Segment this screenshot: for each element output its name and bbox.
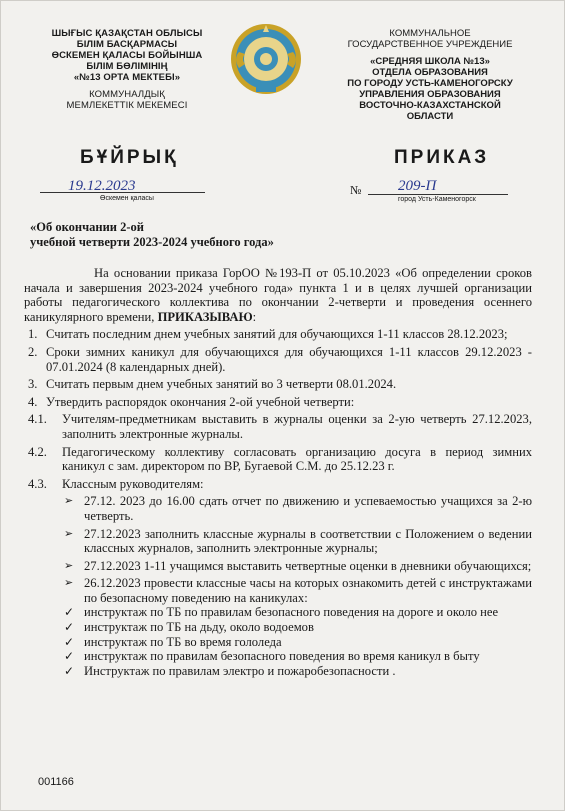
check-list-item: ✓ инструктаж по правилам безопасного поведения во время каникул в быту	[64, 649, 480, 664]
title-kz: БҰЙРЫҚ	[80, 147, 179, 168]
order-body	[24, 266, 532, 678]
order-date: 19.12.2023	[68, 178, 136, 194]
date-caption: Өскемен қаласы	[100, 195, 154, 202]
check-list-item: ✓ Инструктаж по правилам электро и пожаробезопасности .	[64, 663, 396, 678]
title-ru: ПРИКАЗ	[394, 147, 490, 168]
preamble-command: ПРИКАЗЫВАЮ	[157, 309, 253, 324]
check-bullet-icon: ✓	[64, 663, 75, 678]
check-list-item: ✓ инструктаж по ТБ на дьду, около водоемов	[64, 620, 314, 635]
header-left-line: ШЫҒЫС ҚАЗАҚСТАН ОБЛЫСЫ	[51, 28, 203, 39]
order-subject	[30, 220, 274, 250]
list-item: 1. Считать последним днем учебных занятий для обучающихся 1-11 классов 28.12.2023;	[28, 327, 508, 342]
list-item: 4. Утвердить распорядок окончания 2-ой учебной четверти:	[28, 394, 355, 409]
header-right-line: ПО ГОРОДУ УСТЬ-КАМЕНОГОРСКУ	[347, 78, 513, 89]
number-underline	[368, 194, 508, 195]
sub-list-item: 4.3. Классным руководителям:	[28, 476, 204, 491]
header-right-line: «СРЕДНЯЯ ШКОЛА №13»	[370, 56, 490, 67]
header-left-line: «№13 ОРТА МЕКТЕБІ»	[73, 72, 181, 83]
header-right-ru	[340, 28, 520, 122]
check-bullet-icon: ✓	[64, 649, 75, 664]
check-list-item: ✓ инструктаж по ТБ по правилам безопасного поведения на дороге и около нее	[64, 605, 499, 620]
arrow-bullet-icon: ➢	[64, 559, 74, 572]
header-left-kz	[42, 28, 212, 111]
arrow-bullet-icon: ➢	[64, 495, 74, 508]
header-right-line: УПРАВЛЕНИЯ ОБРАЗОВАНИЯ	[359, 89, 501, 100]
preamble: На основании приказа ГорОО №193-П от 05.10.2023 «Об определении сроков начала и завершения 2023-2024 учебного года» пункта 1 и в целях лучшей организации работы педагогического коллектива по окончании 2-четверти и проведения осеннего каникулярного времени, ПРИКАЗЫВАЮ:	[24, 266, 532, 324]
subject-line: «Об окончании 2-ой	[30, 220, 144, 234]
header-left-line: МЕМЛЕКЕТТІК МЕКЕМЕСІ	[66, 100, 188, 111]
number-caption: город Усть-Каменогорск	[398, 196, 476, 203]
header-left-line: БІЛІМ БӨЛІМІНІҢ	[86, 61, 168, 72]
date-underline	[40, 192, 205, 193]
header-right-line: КОММУНАЛЬНОЕ	[389, 28, 471, 39]
header-right-line: ВОСТОЧНО-КАЗАХСТАНСКОЙ ОБЛАСТИ	[359, 100, 501, 122]
header-right-line: ГОСУДАРСТВЕННОЕ УЧРЕЖДЕНИЕ	[347, 39, 513, 50]
header-left-line: КОММУНАЛДЫҚ	[89, 89, 165, 100]
arrow-list-item: ➢ 27.12.2023 заполнить классные журналы в соответствии с Положением о ведении классных журналов, заполнить электронные журналы;	[64, 526, 532, 556]
arrow-list-item: ➢ 27.12. 2023 до 16.00 сдать отчет по движению и успеваемостью учащихся за 2-ю четверть.	[64, 494, 532, 523]
header-left-line: ӨСКЕМЕН ҚАЛАСЫ БОЙЫНША	[51, 50, 203, 61]
preamble-text: На основании приказа ГорОО №193-П от 05.10.2023 «Об определении сроков начала и завершения 2023-2024 учебного года» пункта 1 и в целях лучшей организации работы педагогического коллектива по окончании 2-четверти и проведения осеннего каникулярного времени,	[24, 266, 532, 324]
order-number: 209-П	[398, 178, 437, 194]
number-label: №	[350, 183, 362, 197]
sub-list-item: 4.2. Педагогическому коллективу согласовать организацию досуга в период зимних каникул с зам. директором по ВР, Бугаевой С.М. до 25.12.23 г.	[28, 444, 532, 474]
subject-line: учебной четверти 2023-2024 учебного года»	[30, 235, 274, 249]
arrow-bullet-icon: ➢	[64, 527, 74, 540]
sub-list-item: 4.1. Учителям-предметникам выставить в журналы оценки за 2-ую четверть 27.12.2023, заполнить электронные журналы.	[28, 412, 532, 441]
header-right-line: ОТДЕЛА ОБРАЗОВАНИЯ	[372, 67, 488, 78]
header-left-line: БІЛІМ БАСҚАРМАСЫ	[76, 39, 178, 50]
footer-code: 001166	[38, 776, 74, 788]
list-item: 3. Считать первым днем учебных занятий во 3 четверти 08.01.2024.	[28, 377, 397, 392]
check-bullet-icon: ✓	[64, 620, 75, 635]
list-item: 2. Сроки зимних каникул для обучающихся для обучающихся 1-11 классов 29.12.2023 - 07.01.2024 (8 календарных дней).	[28, 344, 532, 374]
check-bullet-icon: ✓	[64, 634, 75, 649]
check-list-item: ✓ инструктаж по ТБ во время гололеда	[64, 634, 282, 649]
state-emblem-icon	[229, 22, 303, 96]
arrow-list-item: ➢ 26.12.2023 провести классные часы на которых ознакомить детей с инструктажами по безопасному поведению на каникулах:	[64, 576, 532, 605]
arrow-list-item: ➢ 27.12.2023 1-11 учащимся выставить четвертные оценки в дневники обучающихся;	[64, 558, 532, 573]
check-bullet-icon: ✓	[64, 605, 75, 620]
arrow-bullet-icon: ➢	[64, 577, 74, 590]
